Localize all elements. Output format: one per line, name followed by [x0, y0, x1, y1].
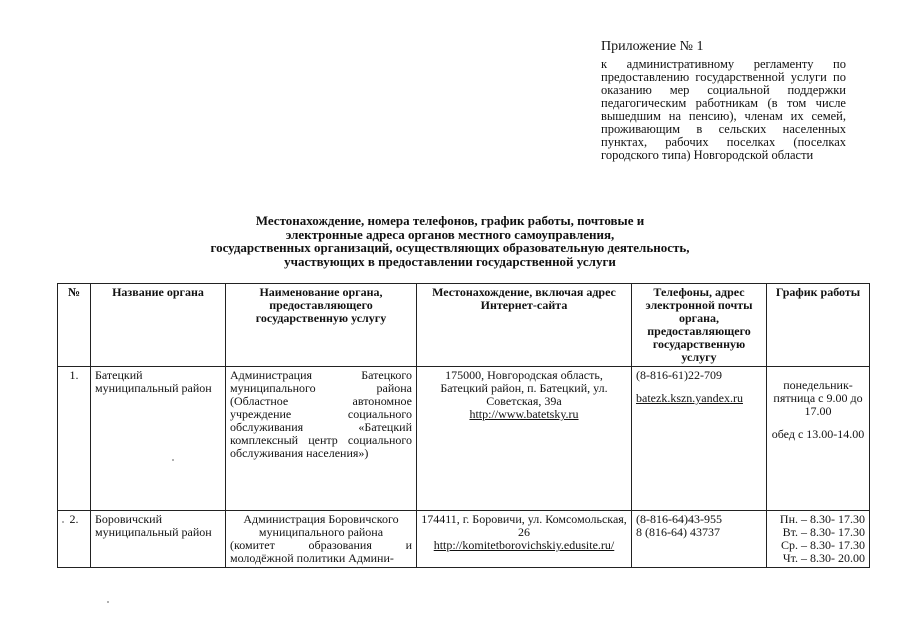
row-contacts [632, 511, 767, 568]
row-provider-name: Администрация Батецкого муниципального района (Областное автономное учреждение социального обслуживания «Батецкий комплексный центр социального обслуживания населения») [226, 367, 417, 511]
title-line: Местонахождение, номера телефонов, график работы, почтовые и [255, 213, 645, 228]
row-location [417, 367, 632, 511]
row-body-name: Батецкий муниципальный район [91, 367, 226, 511]
header-body-name: Название органа [91, 284, 226, 367]
row-number: 1. [58, 367, 91, 511]
title-line: электронные адреса органов местного самоуправления, [285, 226, 615, 242]
scan-speck [107, 601, 109, 603]
appendix-title: Приложение № 1 [601, 39, 704, 54]
table-row [58, 511, 870, 568]
scan-speck [172, 459, 174, 461]
table-row [58, 367, 870, 511]
schedule-line: Ср. – 8.30- 17.30 [781, 538, 865, 552]
row-phone: (8-816-61)22-709 [636, 368, 722, 382]
header-location: Местонахождение, включая адрес Интернет-сайта [417, 284, 632, 367]
row-address: 174411, г. Боровичи, ул. Комсомольская, 26 [421, 512, 627, 539]
row-phone: (8-816-64)43-955 [636, 512, 722, 526]
row-provider-name [226, 511, 417, 568]
row-body-name: Боровичский муниципальный район [91, 511, 226, 568]
row-website-link[interactable]: http://www.batetsky.ru [469, 407, 579, 421]
row-email-link[interactable]: batezk.kszn.yandex.ru [636, 391, 743, 405]
row-schedule-break: обед с 13.00-14.00 [771, 427, 865, 441]
schedule-line: Вт. – 8.30- 17.30 [782, 525, 865, 539]
row-provider-name-part: (комитет образования и молодёжной политики Админи- [230, 538, 412, 565]
schedule-line: Пн. – 8.30- 17.30 [779, 512, 865, 526]
row-schedule [767, 511, 870, 568]
row-phone: 8 (816-64) 43737 [636, 525, 720, 539]
appendix-text: к административному регламенту по предоставлению государственной услуги по оказанию мер социальной поддержки педагогическим работникам (в том числе вышедшим на пенсию), членам их семей, проживающим в сельских населенных пунктах, рабочих поселках (поселках городского типа) Новгородской области [601, 57, 846, 162]
row-schedule-hours: понедельник-пятница с 9.00 до 17.00 [773, 378, 863, 418]
header-schedule: График работы [767, 284, 870, 367]
document-title [150, 214, 750, 268]
services-table [57, 283, 870, 568]
row-provider-name-part: Администрация Боровичского муниципального района [243, 512, 399, 539]
title-line: участвующих в предоставлении государственной услуги [284, 253, 616, 269]
row-address: 175000, Новгородская область, Батецкий район, п. Батецкий, ул. Советская, 39а [440, 368, 608, 408]
title-line: государственных организаций, осуществляющих образовательную деятельность, [210, 240, 690, 255]
table-header-row [58, 284, 870, 367]
row-schedule [767, 367, 870, 511]
header-number: № [58, 284, 91, 367]
scan-speck [62, 521, 64, 523]
appendix-block [601, 40, 846, 162]
header-contacts: Телефоны, адрес электронной почты органа, предоставляющего государственную услугу [632, 284, 767, 367]
row-location [417, 511, 632, 568]
row-number: 2. [58, 511, 91, 568]
row-website-link[interactable]: http://komitetborovichskiy.edusite.ru/ [433, 538, 615, 552]
header-provider-name: Наименование органа, предоставляющего государственную услугу [226, 284, 417, 367]
row-contacts [632, 367, 767, 511]
schedule-line: Чт. – 8.30- 20.00 [782, 551, 865, 565]
